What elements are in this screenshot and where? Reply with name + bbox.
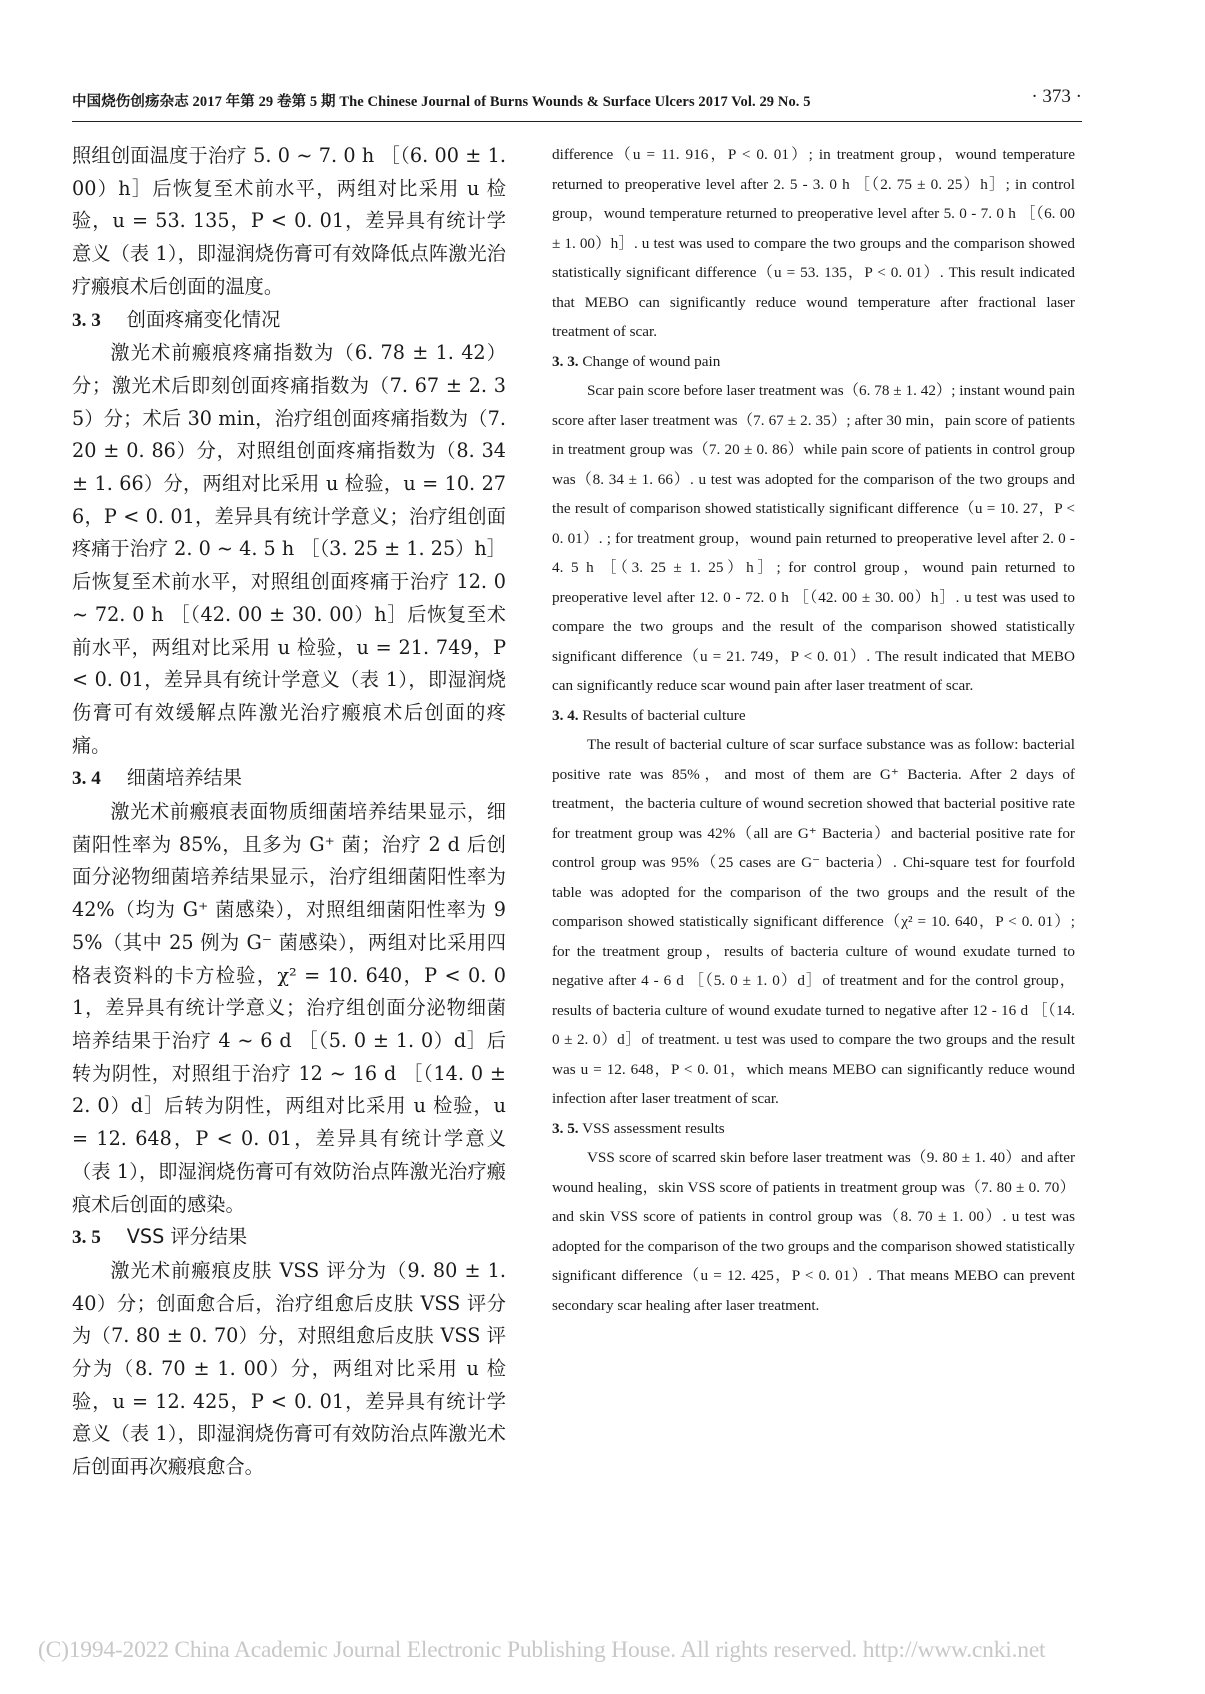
en-section-3-4-heading [552,701,1075,731]
zh-paragraph-vss: 激光术前瘢痕皮肤 VSS 评分为（9. 80 ± 1. 40）分；创面愈合后，治疗组愈后皮肤 VSS 评分为（7. 80 ± 0. 70）分，对照组愈后皮肤 VSS 评分为（8. 70 ± 1. 00）分，两组对比采用 u 检验，u = 12. 425，P < 0. 01，差异具有统计学意义（表 1），即湿润烧伤膏可有效防治点阵激光术后创面再次瘢痕愈合。 [72,1258,506,1479]
en-section-3-5-heading [552,1114,1075,1144]
zh-paragraph-wound-pain: 激光术前瘢痕疼痛指数为（6. 78 ± 1. 42）分；激光术后即刻创面疼痛指数为（7. 67 ± 2. 35）分；术后 30 min，治疗组创面疼痛指数为（7. 20 ± 0. 86）分，对照组创面疼痛指数为（8. 34 ± 1. 66）分，两组对比采用 u 检验，u = 10. 276，P < 0. 01，差异具有统计学意义；治疗组创面疼痛于治疗 2. 0 ~ 4. 5 h ［（3. 25 ± 1. 25）h］后恢复至术前水平，对照组创面疼痛于治疗 12. 0 ~ 72. 0 h ［（42. 00 ± 30. 00）h］后恢复至术前水平，两组对比采用 u 检验，u = 21. 749，P < 0. 01，差异具有统计学意义（表 1），即湿润烧伤膏可有效缓解点阵激光治疗瘢痕术后创面的疼痛。 [72,341,506,757]
section-number: 3. 3. [552,352,579,370]
journal-title: 中国烧伤创疡杂志 2017 年第 29 卷第 5 期 The Chinese Journal of Burns Wounds & Surface Ulcers 2017 Vol. 29 No. 5 [72,94,811,110]
en-paragraph-bacterial-culture: The result of bacterial culture of scar surface substance was as follow: bacterial positive rate was 85%，and most of them are G⁺ Bacteria. After 2 days of treatment，the bacteria culture of wound secretion showed that bacterial positive rate for treatment group was 42%（all are G⁺ Bacteria）and bacterial positive rate for control group was 95%（25 cases are G⁻ bacteria）. Chi-square test for fourfold table was adopted for the comparison of the two groups and the result of the comparison showed statistically significant difference（χ² = 10. 640，P < 0. 01）; for the treatment group，results of bacteria culture of wound exudate turned to negative after 4 - 6 d ［（5. 0 ± 1. 0）d］of treatment and for the control group，results of bacteria culture of wound exudate turned to negative after 12 - 16 d ［（14. 0 ± 2. 0）d］of treatment. u test was used to compare the two groups and the result was u = 12. 648，P < 0. 01，which means MEBO can significantly reduce wound infection after laser treatment of scar. [552,736,1075,1107]
section-number: 3. 3 [72,309,101,331]
running-header [72,86,1082,118]
section-title: Change of wound pain [582,352,721,370]
section-number: 3. 5 [72,1227,101,1249]
copyright-footer: (C)1994-2022 China Academic Journal Electronic Publishing House. All rights reserved. http://www.cnki.net [38,1637,1046,1663]
zh-paragraph-continued: 照组创面温度于治疗 5. 0 ~ 7. 0 h ［（6. 00 ± 1. 00）h］后恢复至术前水平，两组对比采用 u 检验，u = 53. 135，P < 0. 01，差异具有统计学意义（表 1），即湿润烧伤膏可有效降低点阵激光治疗瘢痕术后创面的温度。 [72,144,506,298]
section-title: 创面疼痛变化情况 [126,307,281,331]
zh-section-3-4-heading [72,762,506,796]
section-number: 3. 4 [72,768,101,790]
section-title: VSS assessment results [582,1119,725,1137]
en-section-3-3-heading [552,347,1075,377]
chinese-column [72,140,506,1484]
section-title: Results of bacterial culture [582,706,746,724]
en-paragraph-wound-pain: Scar pain score before laser treatment was（6. 78 ± 1. 42）; instant wound pain score after laser treatment was（7. 67 ± 2. 35）; after 30 min，pain score of patients in treatment group was（7. 20 ± 0. 86）while pain score of patients in control group was（8. 34 ± 1. 66）. u test was adopted for the comparison of the two groups and the result of comparison showed statistically significant difference（u = 10. 27，P < 0. 01）. ; for treatment group，wound pain returned to preoperative level after 2. 0 - 4. 5 h ［（3. 25 ± 1. 25）h］; for control group，wound pain returned to preoperative level after 12. 0 - 72. 0 h ［（42. 00 ± 30. 00）h］. u test was used to compare the two groups and the result of the comparison showed statistically significant difference（u = 21. 749，P < 0. 01）. The result indicated that MEBO can significantly reduce scar wound pain after laser treatment of scar. [552,382,1075,694]
section-title: 细菌培养结果 [126,766,242,790]
zh-paragraph-bacterial-culture: 激光术前瘢痕表面物质细菌培养结果显示，细菌阳性率为 85%，且多为 G⁺ 菌；治疗 2 d 后创面分泌物细菌培养结果显示，治疗组细菌阳性率为 42%（均为 G⁺ 菌感染），对照组细菌阳性率为 95%（其中 25 例为 G⁻ 菌感染），两组对比采用四格表资料的卡方检验，χ² = 10. 640，P < 0. 01，差异具有统计学意义；治疗组创面分泌物细菌培养结果于治疗 4 ~ 6 d ［（5. 0 ± 1. 0）d］后转为阴性，对照组于治疗 12 ~ 16 d ［（14. 0 ± 2. 0）d］后转为阴性，两组对比采用 u 检验，u = 12. 648，P < 0. 01，差异具有统计学意义（表 1），即湿润烧伤膏可有效防治点阵激光治疗瘢痕术后创面的感染。 [72,800,506,1216]
zh-section-3-5-heading [72,1221,506,1255]
header-rule [72,121,1082,122]
section-number: 3. 4. [552,706,579,724]
english-column [552,140,1075,1320]
section-number: 3. 5. [552,1119,579,1137]
page-number: · 373 · [1031,86,1082,107]
section-title: VSS 评分结果 [126,1225,248,1249]
zh-section-3-3-heading [72,304,506,338]
en-paragraph-continued: difference（u = 11. 916，P < 0. 01）; in treatment group，wound temperature returned to preoperative level after 2. 5 - 3. 0 h ［（2. 75 ± 0. 25）h］; in control group，wound temperature returned to preoperative level after 5. 0 - 7. 0 h ［（6. 00 ± 1. 00）h］. u test was used to compare the two groups and the comparison showed statistically significant difference（u = 53. 135，P < 0. 01）. This result indicated that MEBO can significantly reduce wound temperature after fractional laser treatment of scar. [552,146,1075,340]
en-paragraph-vss: VSS score of scarred skin before laser treatment was（9. 80 ± 1. 40）and after wound healing，skin VSS score of patients in treatment group was（7. 80 ± 0. 70）and skin VSS score of patients in control group was（8. 70 ± 1. 00）. u test was adopted for the comparison of the two groups and the comparison showed statistically significant difference（u = 12. 425，P < 0. 01）. That means MEBO can prevent secondary scar healing after laser treatment. [552,1149,1076,1314]
